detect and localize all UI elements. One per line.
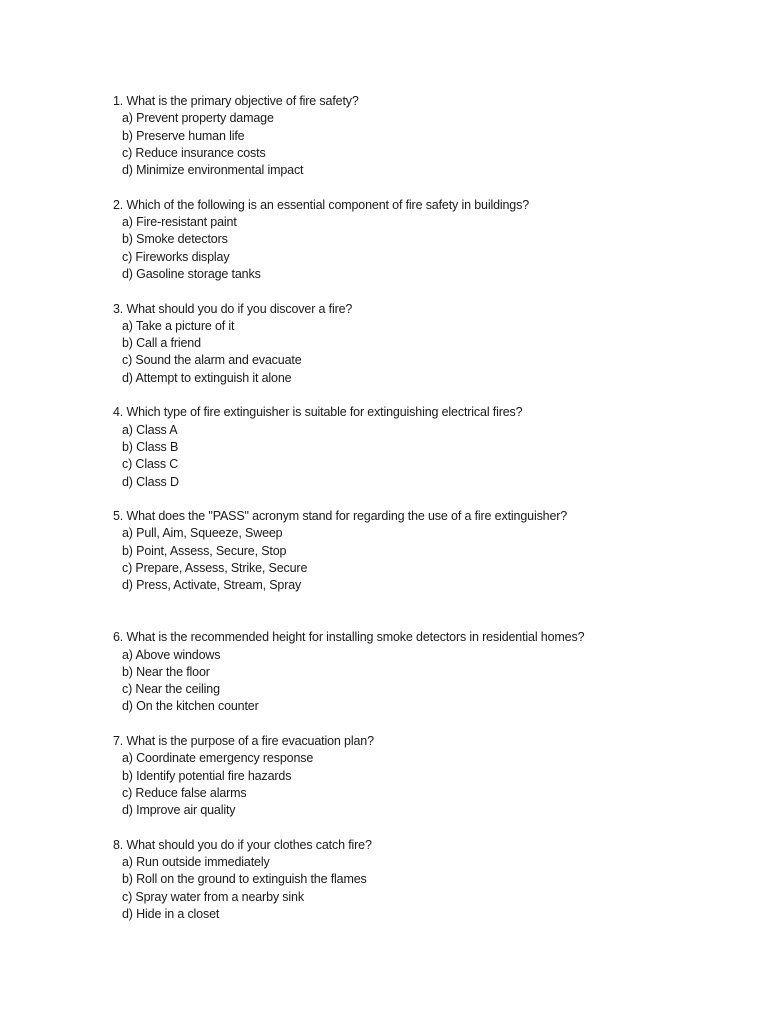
question-text: 5. What does the "PASS" acronym stand for regarding the use of a fire extinguisher?	[113, 509, 568, 524]
option-b: b) Smoke detectors	[122, 232, 228, 247]
option-b: b) Class B	[122, 439, 179, 454]
spacer	[113, 716, 733, 733]
option-b: b) Call a friend	[122, 336, 201, 351]
option-c: c) Reduce false alarms	[122, 785, 247, 800]
option-b: b) Identify potential fire hazards	[122, 768, 292, 783]
option-a: a) Coordinate emergency response	[122, 751, 314, 766]
option-a: a) Class A	[122, 422, 178, 437]
option-c: c) Sound the alarm and evacuate	[122, 353, 302, 368]
question-2	[113, 197, 733, 283]
option-a: a) Run outside immediately	[122, 855, 270, 870]
question-4	[113, 404, 733, 490]
question-6	[113, 629, 733, 715]
quiz-list	[113, 93, 733, 923]
question-text: 1. What is the primary objective of fire safety?	[113, 94, 359, 108]
option-d: d) Gasoline storage tanks	[122, 266, 261, 281]
question-text: 2. Which of the following is an essential component of fire safety in buildings?	[113, 197, 530, 212]
question-3	[113, 301, 733, 387]
option-c: c) Prepare, Assess, Strike, Secure	[122, 561, 308, 576]
option-a: a) Prevent property damage	[122, 111, 274, 126]
question-text: 4. Which type of fire extinguisher is suitable for extinguishing electrical fires?	[113, 405, 523, 420]
option-b: b) Near the floor	[122, 664, 210, 679]
question-1	[113, 93, 733, 179]
option-a: a) Above windows	[122, 647, 221, 662]
spacer	[113, 595, 733, 630]
option-c: c) Near the ceiling	[122, 682, 220, 697]
option-c: c) Class C	[122, 457, 179, 472]
option-d: d) Minimize environmental impact	[122, 163, 304, 178]
option-b: b) Roll on the ground to extinguish the flames	[122, 872, 367, 887]
spacer	[113, 283, 733, 300]
option-c: c) Fireworks display	[122, 249, 230, 264]
option-d: d) Press, Activate, Stream, Spray	[122, 578, 302, 593]
option-a: a) Take a picture of it	[122, 318, 235, 333]
option-d: d) Hide in a closet	[122, 906, 220, 921]
option-d: d) Attempt to extinguish it alone	[122, 370, 292, 385]
question-text: 7. What is the purpose of a fire evacuation plan?	[113, 733, 374, 748]
question-5	[113, 508, 733, 594]
spacer	[113, 387, 733, 404]
option-b: b) Point, Assess, Secure, Stop	[122, 543, 287, 558]
option-d: d) Improve air quality	[122, 803, 236, 818]
spacer	[113, 819, 733, 836]
option-a: a) Fire-resistant paint	[122, 215, 237, 230]
spacer	[113, 179, 733, 196]
question-8	[113, 837, 733, 923]
option-d: d) On the kitchen counter	[122, 699, 259, 714]
option-b: b) Preserve human life	[122, 128, 245, 143]
option-d: d) Class D	[122, 474, 179, 489]
spacer	[113, 491, 733, 508]
option-a: a) Pull, Aim, Squeeze, Sweep	[122, 526, 283, 541]
question-text: 8. What should you do if your clothes catch fire?	[113, 837, 372, 852]
option-c: c) Reduce insurance costs	[122, 145, 266, 160]
question-text: 3. What should you do if you discover a fire?	[113, 301, 353, 316]
option-c: c) Spray water from a nearby sink	[122, 889, 304, 904]
question-text: 6. What is the recommended height for installing smoke detectors in residential homes?	[113, 630, 585, 645]
question-7	[113, 733, 733, 819]
